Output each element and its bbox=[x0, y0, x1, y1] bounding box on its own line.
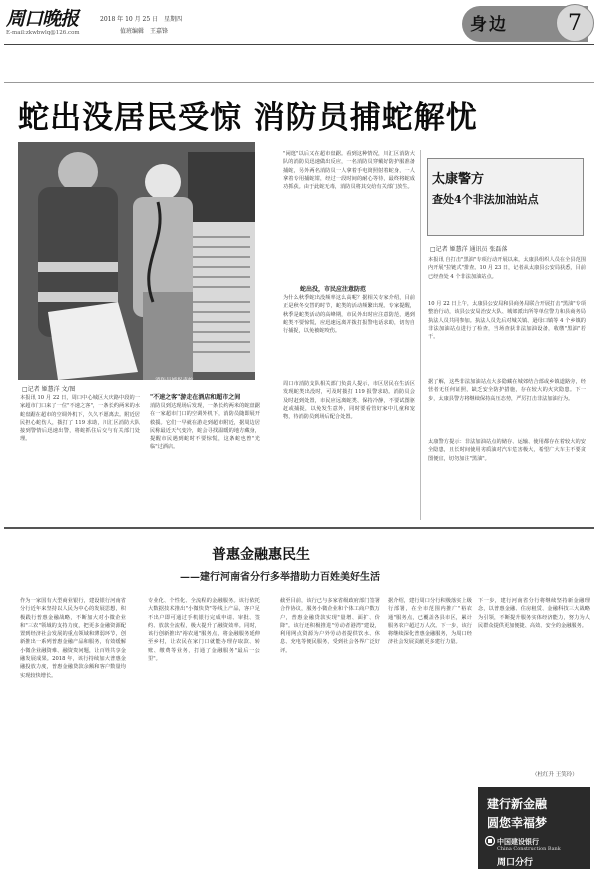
ad-slogan-1: 建行新金融 bbox=[487, 797, 548, 811]
finance-column-4: 据介绍，建行周口分行积极落实上级行部署，在全市范围内推广"裕农通"服务点，已覆盖各县市区，累计服务农户超过万人次。下一步，该行将继续深化普惠金融服务，为周口经济社会发展贡献更多建行力量。 bbox=[388, 598, 472, 646]
finance-column-5: 下一步，建行河南省分行将继续坚持新金融理念，以普惠金融、住房租赁、金融科技三大战略为引领，不断提升服务实体经济能力，努力为人民群众提供更加便捷、高效、安全的金融服务。 bbox=[478, 598, 590, 629]
snake-column-1: 本报讯 10 月 22 日，周口中心城区大庆路中段的一家超市门口来了一位"不速之客"，一条长约两米的水蛇盘踞在超市的空调外机下，久久不愿离去。附近居民担心蛇伤人，拨打了 119 求助，川汇区消防大队接到警情后迅速出警，将蛇抓住后交与有关部门处理。 bbox=[20, 395, 140, 443]
police-subtitle: 查处4个非法加油站点 bbox=[432, 193, 539, 206]
issue-date: 2018 年 10 月 25 日 星期四 bbox=[100, 16, 183, 23]
page-number: 7 bbox=[556, 4, 594, 42]
police-para-4: 太康警方提示：非法加油站点的储存、运输、使用都存在着较大的安全隐患，且长时间使用劣质油对汽车危害极大，希望广大车主不要贪图便宜，切勿加注"黑油"。 bbox=[428, 439, 586, 462]
header-rule bbox=[4, 44, 594, 45]
snake-headline: 蛇出没居民受惊 消防员捕蛇解忧 bbox=[18, 100, 478, 136]
snake-column-3b: 为什么秋季蛇出没频率这么高呢？据相关专家介绍，目前正是秋冬交替的时节，蛇类的活动频繁出现。专家提醒，秋季是蛇类活动的高峰期，市民外出时应注意防范，遇到蛇类不要惊慌，应迅速远离并拨打报警电话求助，切勿自行捕捉，以免被蛇咬伤。 bbox=[283, 295, 415, 335]
finance-title: 普惠金融惠民生 bbox=[212, 547, 310, 563]
finance-column-3: 截至目前，该行已与多家省级政府部门签署合作协议，服务小微企业和个体工商户数万户，普惠金融贷款实现"量增、面扩、价降"。该行还积极推进"劳动者港湾"建设，利用网点资源为户外劳动者提供饮水、休息、充电等便民服务，受到社会各界广泛好评。 bbox=[280, 598, 380, 654]
ad-branch: 周口分行 bbox=[497, 858, 534, 868]
section-name: 身边 bbox=[470, 15, 508, 35]
police-para-3: 据了解，这些非法加油站点大多隐藏在城郊结合部或乡镇道路旁，经营者无任何证照，缺乏安全防护措施，存在较大的火灾隐患。下一步，太康县警方将继续保持高压态势，严厉打击非法加油行为。 bbox=[428, 379, 586, 402]
police-para-1: 本报讯 自打击"黑油"专项行动开展以来，太康县组织人员在全县范围内开展"拉链式"排查。10 月 23 日，记者从太康县公安局获悉，目前已经查处 4 个非法加油站点。 bbox=[428, 257, 586, 280]
finance-column-1: 作为一家国有大型商业银行，建设银行河南省分行近年来坚持以人民为中心的发展思想，积极践行普惠金融战略，不断加大对小微企业和"三农"领域的支持力度，把更多金融资源配置到经济社会发展的重点领域和薄弱环节，创新推出一系列普惠金融产品和服务，有效缓解小微企业融资难、融资贵问题，让百姓共享金融发展成果。2018 年，该行持续加大普惠金融投放力度，普惠金融贷款余额和客户数量均实现较快增长。 bbox=[20, 598, 126, 679]
snake-subheading-1: "不速之客"游走在酒店和超市之间 bbox=[150, 394, 241, 401]
police-para-2: 10 月 22 日上午，太康县公安局和县商务局联合开展打击"黑油"专项整治行动，该县公安局治安大队、城郊派出所等单位警力和县商务局执法人员共同参加。执法人员先后对城关镇、逊母口镇等 4 个乡镇的非法加油站点进行了检查，当场查获非法加油设备，收缴"黑油"若干。 bbox=[428, 301, 586, 341]
firefighter-illustration bbox=[18, 142, 255, 380]
editor-on-duty: 值班编辑 王嘉锋 bbox=[120, 28, 169, 35]
snake-column-3a: "闲逛"以后又在超市盘踞。看到这种情况，川汇区消防大队的消防员迅速做出反应，一名消防员穿戴好防护服准备捕蛇，另外两名消防员一人拿着手电筒照射着蛇身，一人拿着专用捕蛇钳，经过一段时间的耐心等待，最终将蛇成功抓获。由于此蛇无毒，消防员将其交给有关部门放生。 bbox=[283, 151, 415, 191]
paper-logo: 周口晚报 bbox=[6, 8, 79, 30]
police-reporter: □记者 姬慧洋 通讯员 张磊落 bbox=[430, 246, 508, 253]
snake-column-4: 周口市消防支队相关部门负责人提示，市区居民在生活区发现蛇类出没时，可及时拨打 119 报警求助。消防员会及时赶到处置，市民应远离蛇类、保持冷静，不要试图驱赶或捕捉，以免发生意外，同时要看管好家中儿童和宠物，待消防员到场后配合处置。 bbox=[283, 381, 415, 421]
snake-subheading-2: 蛇出没，市民应注意防范 bbox=[300, 286, 367, 293]
ccb-logo-icon bbox=[485, 836, 495, 846]
ad-bank-name: 中国建设银行 bbox=[497, 837, 539, 846]
snake-column-2: 消防员到达现场后发现，一条长约两米的蛇盘踞在一家超市门口的空调外机下，消防员随即展开救援。它们一早就在游走到超市附近，据周边居民称最近天气变冷，蛇会寻找温暖的地方藏身，提醒市民遇到蛇时不要惊慌，这条蛇也曾"光临"过酒店。 bbox=[150, 403, 260, 451]
header-rule-2 bbox=[4, 82, 594, 83]
photo-caption: 消防员捕捉毒蛇 bbox=[155, 378, 194, 384]
column-divider bbox=[420, 150, 421, 520]
ad-slogan-2: 圆您幸福梦 bbox=[487, 816, 548, 830]
firefighter-photo bbox=[18, 142, 255, 380]
snake-reporter: □记者 姬慧洋 文/图 bbox=[22, 386, 76, 393]
police-title: 太康警方 bbox=[432, 172, 485, 187]
finance-byline: （杜红升 王笑玲） bbox=[532, 772, 578, 778]
section-divider bbox=[4, 527, 594, 529]
finance-subtitle: ——建行河南省分行多举措助力百姓美好生活 bbox=[180, 572, 380, 583]
ad-bank-english: China Construction Bank bbox=[497, 846, 561, 852]
editor-email: E-mail:zkwbwlq@126.com bbox=[6, 30, 80, 36]
finance-column-2: 专业化、个性化、全流程的金融服务。该行依托大数据技术推出"小微快贷"等线上产品，客户足不出户即可通过手机银行完成申请、审批、签约、放款全流程，极大提升了融资效率。同时，该行创新推出"裕农通"服务点，将金融服务延伸至乡村，让农民在家门口就能办理存取款、转账、缴费等业务，打通了金融服务"最后一公里"。 bbox=[148, 598, 260, 663]
